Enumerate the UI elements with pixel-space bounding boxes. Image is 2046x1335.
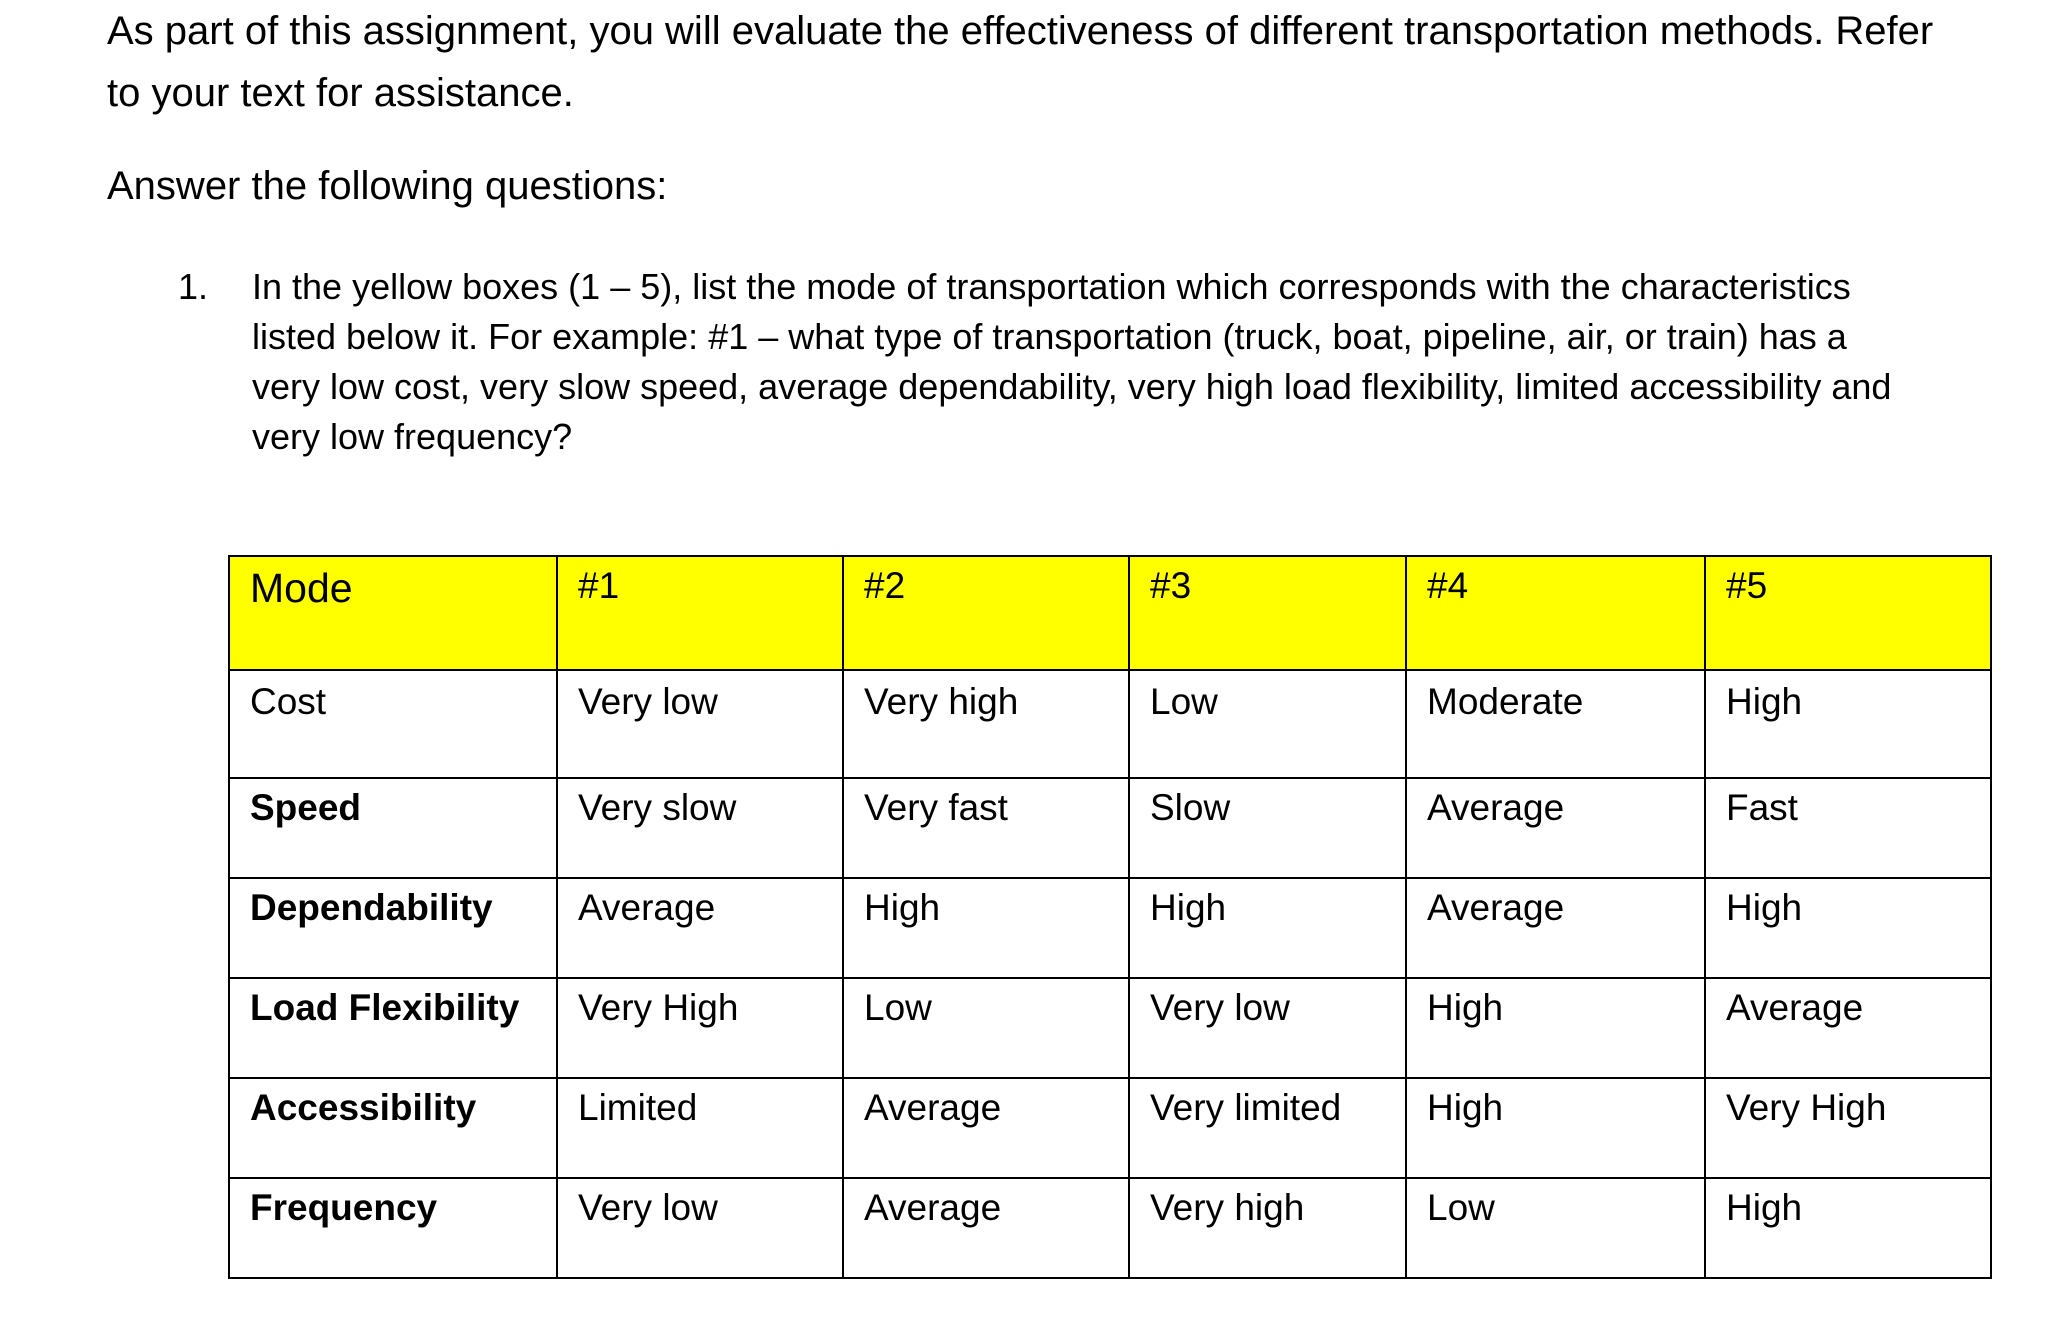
intro-line-1: As part of this assignment, you will evaluate the effectiveness of different transportation methods. Refer [107, 9, 1934, 53]
table-cell: High [1705, 878, 1991, 978]
header-answer-box-1[interactable]: #1 [557, 556, 843, 670]
table-cell: Average [843, 1078, 1129, 1178]
table-cell: High [1705, 1178, 1991, 1278]
table-row [229, 670, 1991, 778]
transport-modes-table [228, 555, 1992, 1279]
table-cell: Average [557, 878, 843, 978]
table-cell: High [1705, 670, 1991, 778]
table-cell: Average [1406, 878, 1705, 978]
table-cell: Very slow [557, 778, 843, 878]
table-cell: High [843, 878, 1129, 978]
table-header-row [229, 556, 1991, 670]
row-label-cost: Cost [229, 670, 557, 778]
table-cell: Low [843, 978, 1129, 1078]
table-cell: Very fast [843, 778, 1129, 878]
answer-heading: Answer the following questions: [107, 164, 668, 208]
row-label-frequency: Frequency [229, 1178, 557, 1278]
table-cell: Moderate [1406, 670, 1705, 778]
table-cell: Slow [1129, 778, 1406, 878]
question-line: very low frequency? [252, 416, 573, 457]
header-mode: Mode [229, 556, 557, 670]
table-cell: Very low [557, 1178, 843, 1278]
intro-paragraph [107, 0, 2007, 124]
header-answer-box-5[interactable]: #5 [1705, 556, 1991, 670]
table-cell: Very High [1705, 1078, 1991, 1178]
table-cell: High [1129, 878, 1406, 978]
table-cell: Limited [557, 1078, 843, 1178]
table-cell: Average [1705, 978, 1991, 1078]
table-row [229, 1078, 1991, 1178]
table-cell: Very limited [1129, 1078, 1406, 1178]
row-label-dependability: Dependability [229, 878, 557, 978]
table-row [229, 778, 1991, 878]
table-cell: Very high [843, 670, 1129, 778]
table-cell: Very low [1129, 978, 1406, 1078]
table-cell: High [1406, 978, 1705, 1078]
header-answer-box-2[interactable]: #2 [843, 556, 1129, 670]
table-cell: Very high [1129, 1178, 1406, 1278]
question-text [252, 262, 1952, 462]
table-row [229, 978, 1991, 1078]
table-cell: Low [1406, 1178, 1705, 1278]
table-cell: Fast [1705, 778, 1991, 878]
table-row [229, 878, 1991, 978]
table-cell: Average [843, 1178, 1129, 1278]
question-line: very low cost, very slow speed, average dependability, very high load flexibility, limited accessibility and [252, 366, 1892, 407]
header-answer-box-4[interactable]: #4 [1406, 556, 1705, 670]
question-line: listed below it. For example: #1 – what type of transportation (truck, boat, pipeline, air, or train) has a [252, 316, 1847, 357]
row-label-speed: Speed [229, 778, 557, 878]
header-answer-box-3[interactable]: #3 [1129, 556, 1406, 670]
table-cell: Low [1129, 670, 1406, 778]
table-cell: Very High [557, 978, 843, 1078]
question-number: 1. [178, 266, 209, 307]
table-cell: Very low [557, 670, 843, 778]
row-label-load-flexibility: Load Flexibility [229, 978, 557, 1078]
table-row [229, 1178, 1991, 1278]
row-label-accessibility: Accessibility [229, 1078, 557, 1178]
intro-line-2: to your text for assistance. [107, 71, 574, 115]
question-line: In the yellow boxes (1 – 5), list the mode of transportation which corresponds with the characteristics [252, 266, 1851, 307]
table-cell: High [1406, 1078, 1705, 1178]
table-cell: Average [1406, 778, 1705, 878]
